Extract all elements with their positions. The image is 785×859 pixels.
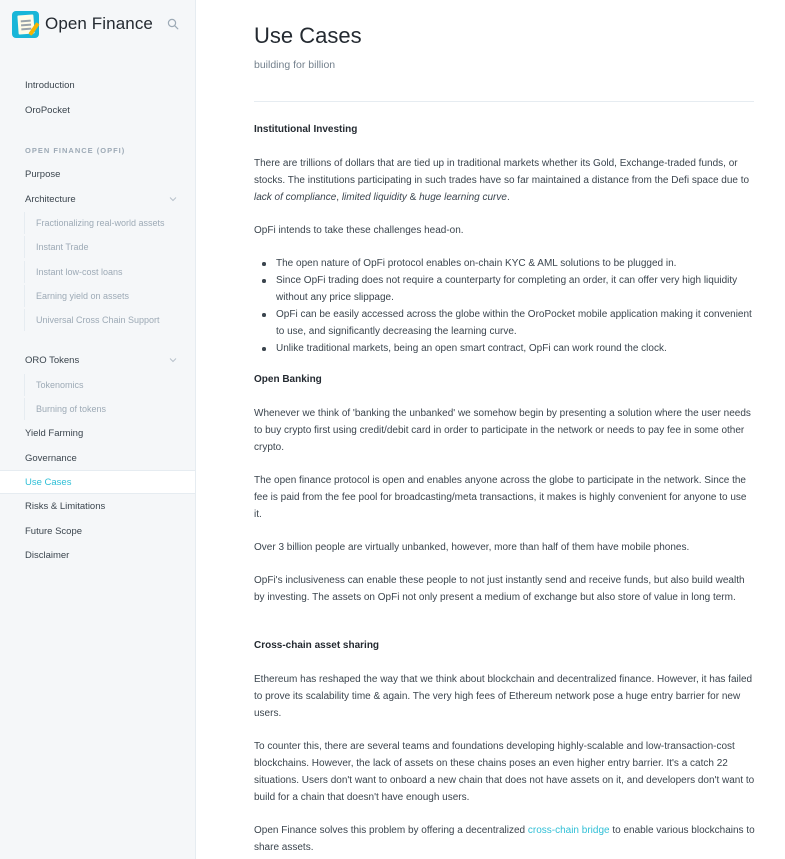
sidebar-item-label: Risks & Limitations [25,500,106,512]
sidebar-item-label: Instant low-cost loans [36,267,123,277]
sidebar-item-label: Use Cases [25,476,72,488]
list-item: Unlike traditional markets, being an open smart contract, OpFi can work round the clock. [262,340,756,357]
sidebar-item-oro-tokens[interactable] [0,349,195,371]
paragraph: The open finance protocol is open and enables anyone across the globe to participate in the network. Since the fee is paid from the fee pool for broadcasting/meta transactions, it makes is highly convenient for anyone to use it. [254,475,747,520]
sidebar-item-disclaimer[interactable] [0,544,195,566]
list-item: Since OpFi trading does not require a counterparty for completing an order, it can offer very high liquidity without any price slippage. [262,272,756,306]
sidebar [0,0,196,859]
sidebar-item-label: ORO Tokens [25,354,80,366]
sidebar-item-label: Yield Farming [25,427,84,439]
sidebar-item-fractionalizing[interactable] [24,212,195,234]
search-icon[interactable] [167,18,179,30]
page-title: Use Cases [254,23,362,48]
sidebar-item-burning[interactable] [24,398,195,420]
sidebar-item-label: Introduction [25,79,75,91]
emphasis: lack of compliance [254,192,337,203]
sidebar-item-label: Earning yield on assets [36,291,130,301]
paragraph: OpFi's inclusiveness can enable these people to not just instantly send and receive funds, but also build wealth by investing. The assets on OpFi not only present a medium of exchange but also store of value in long term. [254,575,745,603]
sidebar-item-introduction[interactable] [0,74,195,96]
paragraph: To counter this, there are several teams and foundations developing highly-scalable and low-transaction-cost blockchains. However, the lack of assets on these chains poses an even higher entry barrier. It's a catch 22 situations. Users don't want to onboard a new chain that does not have assets on it, and developers don't want to build for a chain that doesn't have enough users. [254,741,755,803]
paragraph: Over 3 billion people are virtually unbanked, however, more than half of them have mobile phones. [254,542,690,553]
emphasis: limited liquidity [341,192,407,203]
section-heading: Institutional Investing [254,124,358,135]
sidebar-item-oropocket[interactable] [0,99,195,121]
paragraph [254,155,756,206]
sidebar-item-label: Fractionalizing real-world assets [36,218,165,228]
paragraph-text: There are trillions of dollars that are tied up in traditional markets whether its Gold, Exchange-traded funds, or stocks. The institutions participating in such trades have so far maintained a distance from the Defi space due to [254,158,750,186]
list-item: OpFi can be easily accessed across the globe within the OroPocket mobile application making it convenient to use, and significantly decreasing the learning curve. [262,306,756,340]
brand-title: Open Finance [45,14,153,33]
chevron-down-icon[interactable] [169,195,177,203]
separator: & [406,192,420,203]
sidebar-item-label: Disclaimer [25,549,70,561]
section-heading: Open Banking [254,374,322,385]
sidebar-item-governance[interactable] [0,447,195,469]
paragraph-text: Open Finance solves this problem by offering a decentralized [254,825,528,836]
brand[interactable] [12,10,153,38]
chevron-down-icon[interactable] [169,356,177,364]
divider [254,101,754,102]
sidebar-item-risks[interactable] [0,495,195,517]
sidebar-item-label: Universal Cross Chain Support [36,315,160,325]
notepad-pencil-icon [12,11,39,38]
sidebar-item-label: OroPocket [25,104,70,116]
sidebar-item-yield-farming[interactable] [0,422,195,444]
paragraph: OpFi intends to take these challenges head-on. [254,225,464,236]
cross-chain-bridge-link[interactable]: cross-chain bridge [527,825,610,836]
sidebar-item-instant-trade[interactable] [24,236,195,258]
bullet-list [262,255,756,357]
paragraph: Ethereum has reshaped the way that we think about blockchain and decentralized finance. However, it has failed to prove its scalability time & again. The very high fees of Ethereum network pose a huge entry barrier for new users. [254,674,753,719]
sidebar-item-label: Purpose [25,168,61,180]
separator: , [336,192,342,203]
sidebar-item-label: Burning of tokens [36,404,107,414]
paragraph [254,822,756,856]
sidebar-item-label: Governance [25,452,77,464]
list-item: The open nature of OpFi protocol enables on-chain KYC & AML solutions to be plugged in. [262,255,756,272]
sidebar-item-future-scope[interactable] [0,520,195,542]
paragraph-end: . [506,192,510,203]
sidebar-item-architecture[interactable] [0,188,195,210]
section-heading: Cross-chain asset sharing [254,640,380,651]
sidebar-item-earning-yield[interactable] [24,285,195,307]
sidebar-item-instant-loans[interactable] [24,261,195,283]
emphasis: huge learning curve [419,192,507,203]
page-subtitle: building for billion [254,59,336,71]
sidebar-item-label: Instant Trade [36,242,89,252]
sidebar-item-tokenomics[interactable] [24,374,195,396]
sidebar-section-title: OPEN FINANCE (OPFI) [25,146,126,155]
sidebar-item-cross-chain-support[interactable] [24,309,195,331]
sidebar-item-purpose[interactable] [0,163,195,185]
sidebar-item-label: Future Scope [25,525,83,537]
paragraph-text: to enable various blockchains to share assets. [254,825,755,853]
sidebar-item-use-cases[interactable] [0,470,195,494]
paragraph: Whenever we think of 'banking the unbanked' we somehow begin by presenting a solution where the user needs to buy crypto first using credit/debit card in order to participate in the network or needs to pay fee in some other crypto. [254,408,751,453]
sidebar-item-label: Tokenomics [36,380,84,390]
sidebar-item-label: Architecture [25,193,76,205]
